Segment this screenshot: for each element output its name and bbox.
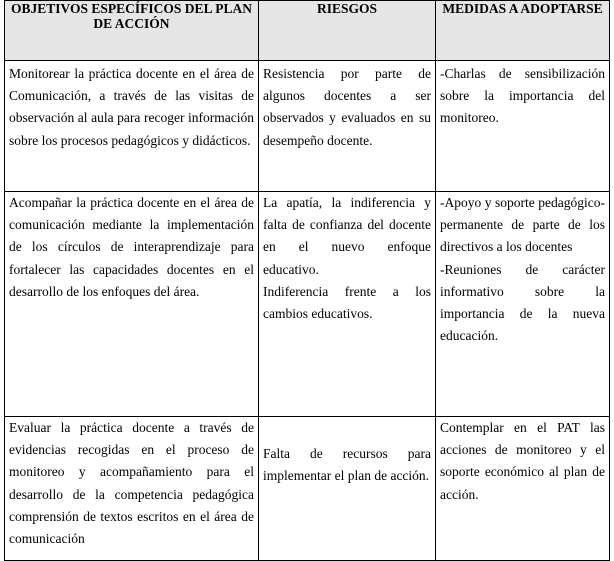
cell-objetivo [5, 61, 259, 192]
cell-riesgos [259, 61, 436, 192]
action-plan-table [4, 0, 610, 561]
cell-medidas [436, 417, 610, 561]
riesgo-text: Resistencia por parte de algunos docentes a ser observados y evaluados en su desempeño docente. [263, 66, 431, 148]
header-objetivos-text: OBJETIVOS ESPECÍFICOS DEL PLAN DE ACCIÓN [11, 1, 252, 31]
table-header-row [5, 1, 610, 61]
cell-riesgos [259, 417, 436, 561]
objetivo-text: Acompañar la práctica docente en el área de comunicación mediante la implementación de los círculos de interaprendizaje para fortalecer las capacidades docentes en el desarrollo de los enfoques del área. [9, 195, 254, 299]
header-objetivos [5, 1, 259, 61]
table-row [5, 61, 610, 192]
cell-riesgos [259, 192, 436, 417]
riesgo-text: Indiferencia frente a los cambios educativos. [263, 283, 431, 322]
medida-text: Contemplar en el PAT las acciones de monitoreo y el soporte económico al plan de acción. [440, 420, 605, 502]
medida-text: -Reuniones de carácter informativo sobre la importancia de la nueva educación. [440, 261, 605, 344]
table-row [5, 192, 610, 417]
riesgo-text: La apatía, la indiferencia y falta de confianza del docente en el nuevo enfoque educativo. [263, 195, 431, 277]
header-medidas-text: MEDIDAS A ADOPTARSE [442, 1, 603, 16]
cell-medidas [436, 61, 610, 192]
header-medidas [436, 1, 610, 61]
table-row [5, 417, 610, 561]
medida-text: -Apoyo y soporte pedagógico- permanente de parte de los directivos a los docentes [440, 195, 605, 255]
riesgo-text: Falta de recursos para implementar el plan de acción. [263, 446, 431, 484]
cell-objetivo [5, 417, 259, 561]
cell-objetivo [5, 192, 259, 417]
objetivo-text: Evaluar la práctica docente a través de evidencias recogidas en el proceso de monitoreo y acompañamiento para el desarrollo de la competencia pedagógica comprensión de textos escritos en el área de comunicación [9, 420, 254, 547]
medida-text: -Charlas de sensibilización sobre la importancia del monitoreo. [440, 66, 605, 126]
header-riesgos-text: RIESGOS [316, 1, 378, 16]
cell-medidas [436, 192, 610, 417]
header-riesgos [259, 1, 436, 61]
objetivo-text: Monitorear la práctica docente en el área de Comunicación, a través de las visitas de observación al aula para recoger información sobre los procesos pedagógicos y didácticos. [9, 66, 254, 148]
